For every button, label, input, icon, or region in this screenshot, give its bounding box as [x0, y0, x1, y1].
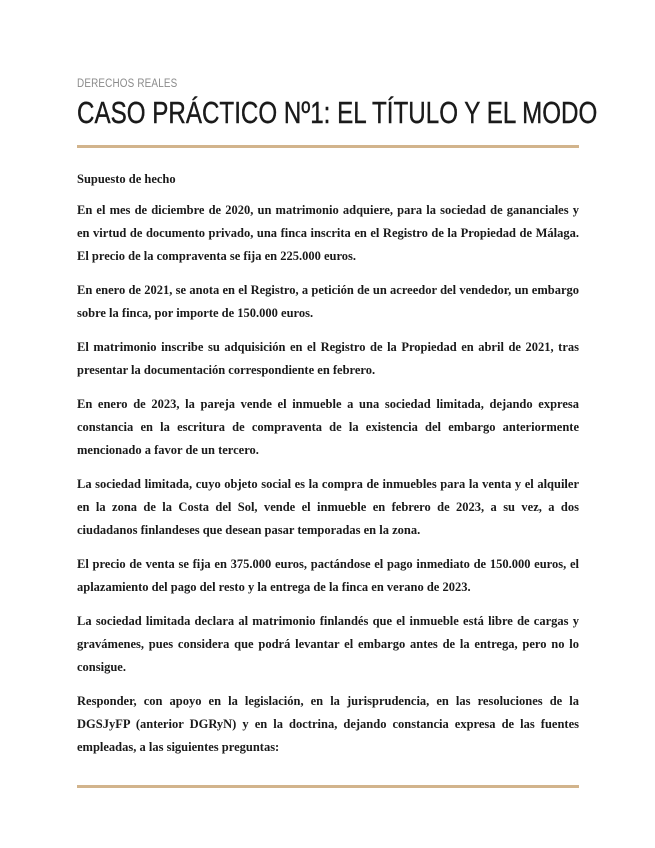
- section-kicker: DERECHOS REALES: [77, 78, 178, 90]
- paragraph-3: El matrimonio inscribe su adquisición en el Registro de la Propiedad en abril de 2021, tras presentar la documentación correspondiente en febrero.: [77, 340, 579, 377]
- bottom-divider: [77, 785, 579, 788]
- paragraph-2: En enero de 2021, se anota en el Registro, a petición de un acreedor del vendedor, un embargo sobre la finca, por importe de 150.000 euros.: [77, 283, 579, 320]
- paragraph-7: La sociedad limitada declara al matrimonio finlandés que el inmueble está libre de cargas y gravámenes, pues considera que podrá levantar el embargo antes de la entrega, pero no lo consigue.: [77, 614, 579, 674]
- paragraph-1: En el mes de diciembre de 2020, un matrimonio adquiere, para la sociedad de gananciales y en virtud de documento privado, una finca inscrita en el Registro de la Propiedad de Málaga. El precio de la compraventa se fija en 225.000 euros.: [77, 203, 579, 263]
- top-divider: [77, 145, 579, 148]
- section-heading: Supuesto de hecho: [77, 172, 176, 186]
- paragraph-8: Responder, con apoyo en la legislación, en la jurisprudencia, en las resoluciones de la DGSJyFP (anterior DGRyN) y en la doctrina, dejando constancia expresa de las fuentes empleadas, a las siguientes preguntas:: [77, 694, 579, 754]
- paragraph-5: La sociedad limitada, cuyo objeto social es la compra de inmuebles para la venta y el alquiler en la zona de la Costa del Sol, vende el inmueble en febrero de 2023, a su vez, a dos ciudadanos finlandeses que desean pasar temporadas en la zona.: [77, 477, 579, 537]
- paragraph-4: En enero de 2023, la pareja vende el inmueble a una sociedad limitada, dejando expresa constancia en la escritura de compraventa de la existencia del embargo anteriormente mencionado a favor de un tercero.: [77, 397, 579, 457]
- paragraph-6: El precio de venta se fija en 375.000 euros, pactándose el pago inmediato de 150.000 euros, el aplazamiento del pago del resto y la entrega de la finca en verano de 2023.: [77, 557, 579, 594]
- document-body: [77, 168, 579, 770]
- page-title: CASO PRÁCTICO Nº1: EL TÍTULO Y EL MODO: [77, 95, 598, 130]
